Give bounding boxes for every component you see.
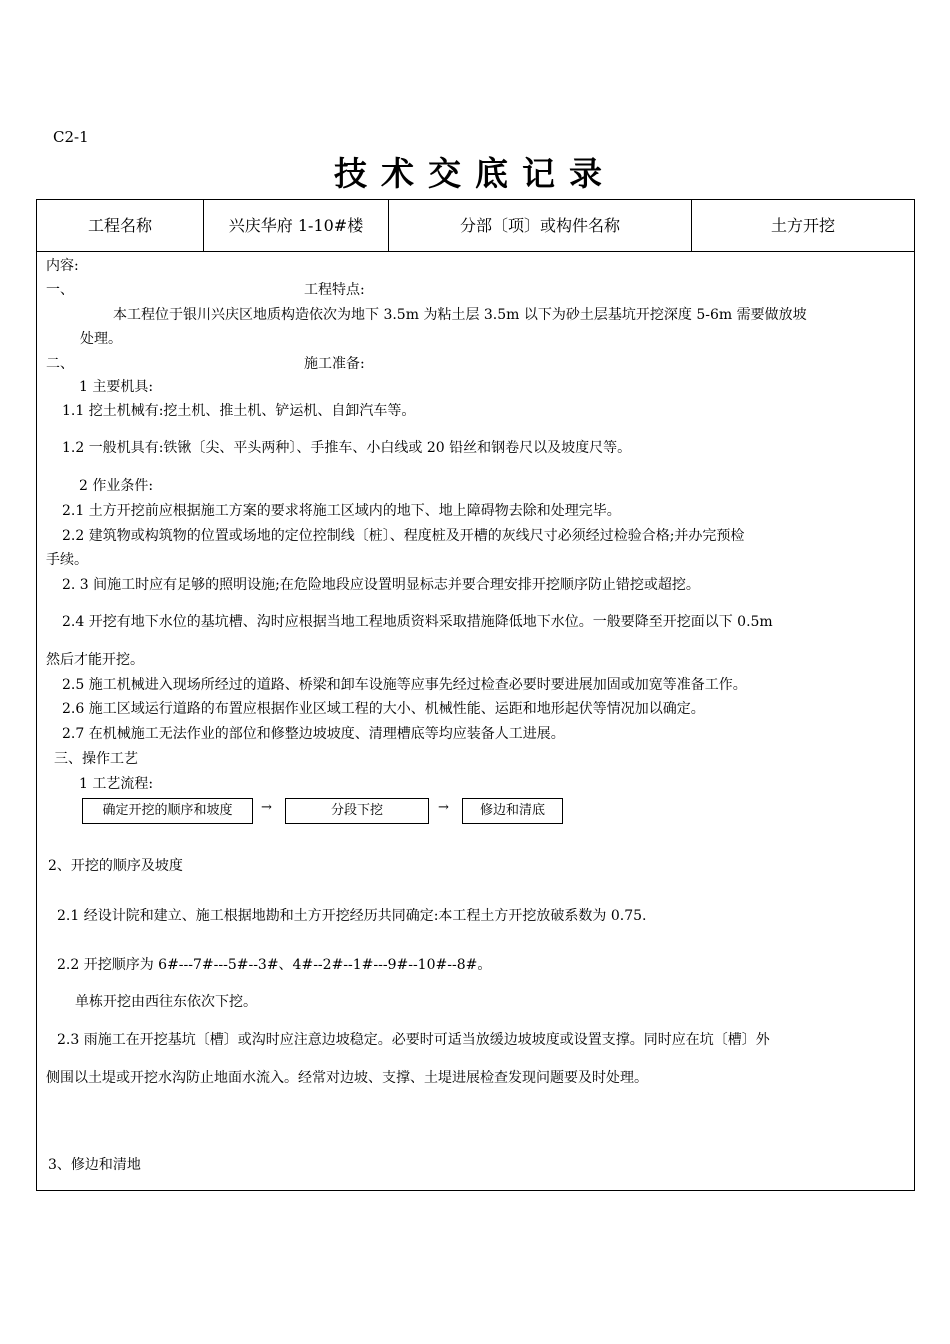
section-2-number: 二、 <box>46 356 74 372</box>
part-name-label: 分部〔项〕或构件名称 <box>459 216 620 235</box>
part-name-value: 土方开挖 <box>770 216 835 235</box>
list-item: 2.4 开挖有地下水位的基坑槽、沟时应根据当地工程地质资料采取措施降低地下水位。一般要降至开挖面以下 0.5m <box>62 614 773 630</box>
paragraph: 2.2 开挖顺序为 6#---7#---5#--3#、4#--2#--1#---9#--10#--8#。 <box>57 957 492 973</box>
section-3-title: 三、操作工艺 <box>54 751 138 767</box>
content-label: 内容: <box>46 258 79 274</box>
flow-arrow: → <box>438 800 449 815</box>
project-name-label: 工程名称 <box>87 216 152 235</box>
list-item: 1 工艺流程: <box>79 776 154 792</box>
header-row <box>37 200 914 252</box>
document-title: 技术交底记录 <box>334 154 616 193</box>
section-1-number: 一、 <box>46 282 74 298</box>
paragraph: 侧围以土堤或开挖水沟防止地面水流入。经常对边坡、支撑、土堤进展检查发现问题要及时处理。 <box>46 1070 648 1086</box>
section-2-title: 施工准备: <box>304 356 365 372</box>
list-item: 2.2 建筑物或构筑物的位置或场地的定位控制线〔桩〕、程度桩及开槽的灰线尺寸必须经过检验合格;并办完预检 <box>62 528 745 544</box>
flow-arrow: → <box>261 800 272 815</box>
paragraph: 单栋开挖由西往东依次下挖。 <box>75 994 257 1010</box>
record-table <box>36 199 915 1191</box>
list-item: 1 主要机具: <box>79 379 154 395</box>
list-item: 2.7 在机械施工无法作业的部位和修整边坡坡度、清理槽底等均应装备人工进展。 <box>62 726 565 742</box>
list-item: 1.1 挖土机械有:挖土机、推土机、铲运机、自卸汽车等。 <box>62 403 416 419</box>
list-item: 2 作业条件: <box>79 478 154 494</box>
list-item: 1.2 一般机具有:铁锹〔尖、平头两种〕、手推车、小白线或 20 铅丝和钢卷尺以及坡度尺等。 <box>62 440 632 456</box>
paragraph: 2.1 经设计院和建立、施工根据地勘和土方开挖经历共同确定:本工程土方开挖放破系数为 0.75. <box>57 908 647 924</box>
list-item: 2.6 施工区域运行道路的布置应根据作业区域工程的大小、机械性能、运距和地形起伏等情况加以确定。 <box>62 701 705 717</box>
paragraph: 本工程位于银川兴庆区地质构造依次为地下 3.5m 为粘土层 3.5m 以下为砂土层基坑开挖深度 5-6m 需要做放坡 <box>113 307 807 323</box>
list-item: 2.1 土方开挖前应根据施工方案的要求将施工区域内的地下、地上障碍物去除和处理完毕。 <box>62 503 621 519</box>
project-name-value: 兴庆华府 1-10#楼 <box>228 216 364 235</box>
subsection-title: 3、修边和清地 <box>48 1157 141 1173</box>
section-1-title: 工程特点: <box>304 282 365 298</box>
list-item: 然后才能开挖。 <box>46 652 144 668</box>
flow-step-3: 修边和清底 <box>462 798 563 824</box>
flow-step-1: 确定开挖的顺序和坡度 <box>82 798 253 824</box>
list-item: 2. 3 间施工时应有足够的照明设施;在危险地段应设置明显标志并要合理安排开挖顺序防止错挖或超挖。 <box>62 577 700 593</box>
list-item: 手续。 <box>46 552 88 568</box>
paragraph: 2.3 雨施工在开挖基坑〔槽〕或沟时应注意边坡稳定。必要时可适当放缓边坡坡度或设置支撑。同时应在坑〔槽〕外 <box>57 1032 770 1048</box>
form-code: C2-1 <box>53 128 89 146</box>
list-item: 2.5 施工机械进入现场所经过的道路、桥梁和卸车设施等应事先经过检查必要时要进展加固或加宽等准备工作。 <box>62 677 747 693</box>
flow-step-2: 分段下挖 <box>285 798 429 824</box>
subsection-title: 2、开挖的顺序及坡度 <box>48 858 183 874</box>
paragraph: 处理。 <box>80 331 122 347</box>
